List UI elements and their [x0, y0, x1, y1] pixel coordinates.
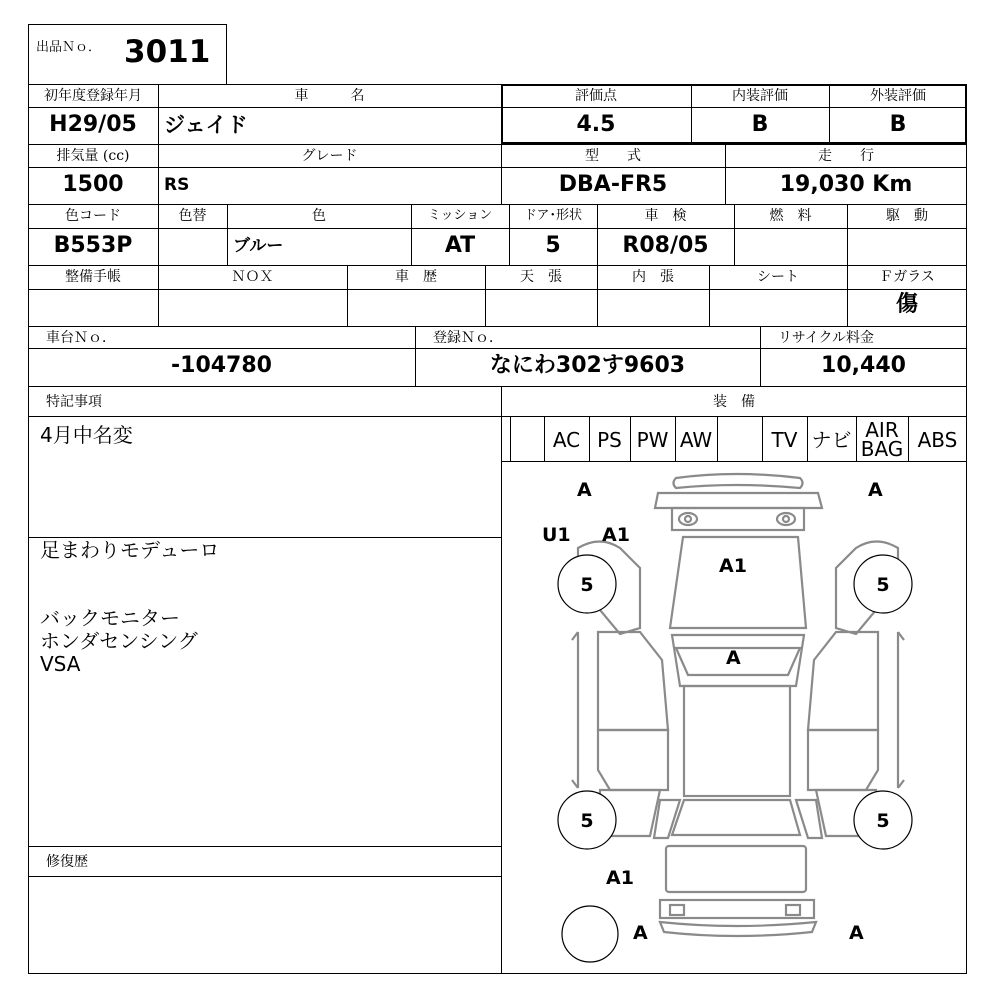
label-displacement: 排気量 (cc) — [56, 148, 130, 164]
lot-number-label: 出品Ｎｏ． — [36, 40, 102, 55]
equipment-ac: AC — [552, 428, 581, 452]
mark-rear-left: A1 — [606, 867, 634, 889]
spare-tire — [562, 906, 618, 962]
front-emblem-right — [777, 513, 795, 525]
label-interior-grade: 内装評価 — [732, 88, 788, 104]
equipment-navi: ナビ — [811, 428, 852, 452]
mark-front-right-corner: A — [868, 479, 883, 501]
left-rear-door — [598, 730, 668, 790]
registration-number: なにわ302す9603 — [489, 353, 686, 378]
front-grille — [655, 493, 822, 508]
chassis-number: -104780 — [171, 353, 272, 378]
mark-hood: A1 — [719, 555, 747, 577]
tire-rear-right-depth: 5 — [876, 810, 890, 832]
note-line-4: ホンダセンシング — [40, 629, 198, 653]
windshield-condition: 傷 — [895, 292, 918, 317]
note-line-3: バックモニター — [40, 606, 180, 630]
equipment-pw: PW — [636, 428, 669, 452]
grade: RS — [164, 175, 190, 195]
mark-rear-right-corner: A — [849, 922, 864, 944]
label-color-code: 色コード — [65, 208, 121, 224]
color: ブルー — [233, 236, 284, 256]
label-color: 色 — [312, 208, 326, 224]
equipment-abs: ABS — [917, 428, 958, 452]
equipment-aw: AW — [679, 428, 713, 452]
label-mileage: 走 行 — [818, 148, 874, 164]
label-recycle-fee: リサイクル料金 — [778, 330, 875, 346]
doors: 5 — [545, 233, 561, 258]
rear-bumper — [660, 922, 816, 936]
right-rear-door — [808, 730, 878, 790]
tire-front-right-depth: 5 — [876, 574, 890, 596]
recycle-fee: 10,440 — [821, 353, 906, 378]
first-registration: H29/05 — [49, 112, 137, 137]
mark-front-left-fender: A1 — [602, 524, 630, 546]
label-color-change: 色替 — [178, 208, 207, 224]
label-inspection: 車 検 — [644, 208, 687, 224]
displacement: 1500 — [62, 172, 124, 197]
label-drive: 駆 動 — [886, 208, 928, 224]
note-line-5: VSA — [40, 652, 81, 676]
equipment-tv: TV — [771, 428, 798, 452]
label-notes: 特記事項 — [46, 394, 102, 410]
inspection: R08/05 — [622, 233, 709, 258]
label-seat: シート — [757, 269, 799, 285]
label-interior-trim: 内 張 — [632, 269, 674, 285]
label-history: 車 歴 — [395, 269, 437, 285]
label-equipment: 装 備 — [713, 394, 755, 410]
model-code: DBA-FR5 — [558, 172, 668, 197]
label-model-code: 型 式 — [585, 148, 641, 164]
mileage: 19,030 Km — [779, 172, 913, 197]
color-code: B553P — [53, 233, 133, 258]
label-model-name: 車 名 — [294, 88, 365, 104]
label-fuel: 燃 料 — [769, 208, 812, 224]
mark-front-left-fender-top: U1 — [542, 524, 571, 546]
exterior-grade: B — [889, 112, 907, 137]
label-chassis: 車台Ｎｏ． — [46, 330, 116, 346]
mark-windshield: A — [726, 647, 741, 669]
lot-number: 3011 — [124, 34, 211, 70]
equipment-ps: PS — [597, 428, 622, 452]
mark-rear-left-corner: A — [633, 922, 648, 944]
front-emblem-left — [679, 513, 697, 525]
model-name: ジェイド — [164, 113, 248, 137]
label-nox: ＮＯＸ — [231, 269, 274, 285]
tire-rear-left-depth: 5 — [580, 810, 594, 832]
label-windshield: Ｆガラス — [879, 269, 935, 285]
label-repair-history: 修復歴 — [46, 854, 88, 870]
label-first-registration: 初年度登録年月 — [44, 88, 142, 104]
airbag-line-1: AIR — [865, 418, 899, 442]
left-front-door — [598, 632, 668, 730]
score: 4.5 — [576, 112, 616, 137]
transmission: AT — [444, 233, 476, 258]
right-front-door — [808, 632, 878, 730]
label-score: 評価点 — [575, 88, 617, 104]
airbag-line-2: BAG — [860, 437, 904, 461]
label-grade: グレード — [301, 148, 358, 164]
tire-front-left-depth: 5 — [580, 574, 594, 596]
mark-front-left-corner: A — [577, 479, 592, 501]
roof — [684, 686, 790, 796]
label-exterior-grade: 外装評価 — [870, 88, 926, 104]
note-line-1: 4月中名変 — [40, 423, 133, 447]
label-doors: ドア･形状 — [523, 208, 583, 223]
hood — [670, 537, 806, 628]
label-registration: 登録Ｎｏ． — [433, 330, 503, 346]
front-bumper — [674, 474, 803, 488]
rear-window — [672, 800, 800, 835]
label-transmission: ミッション — [427, 208, 493, 223]
interior-grade: B — [751, 112, 769, 137]
note-line-2: 足まわりモデューロ — [40, 538, 220, 562]
label-roof: 天 張 — [520, 269, 562, 285]
trunk — [666, 846, 806, 892]
label-service-book: 整備手帳 — [65, 269, 121, 285]
